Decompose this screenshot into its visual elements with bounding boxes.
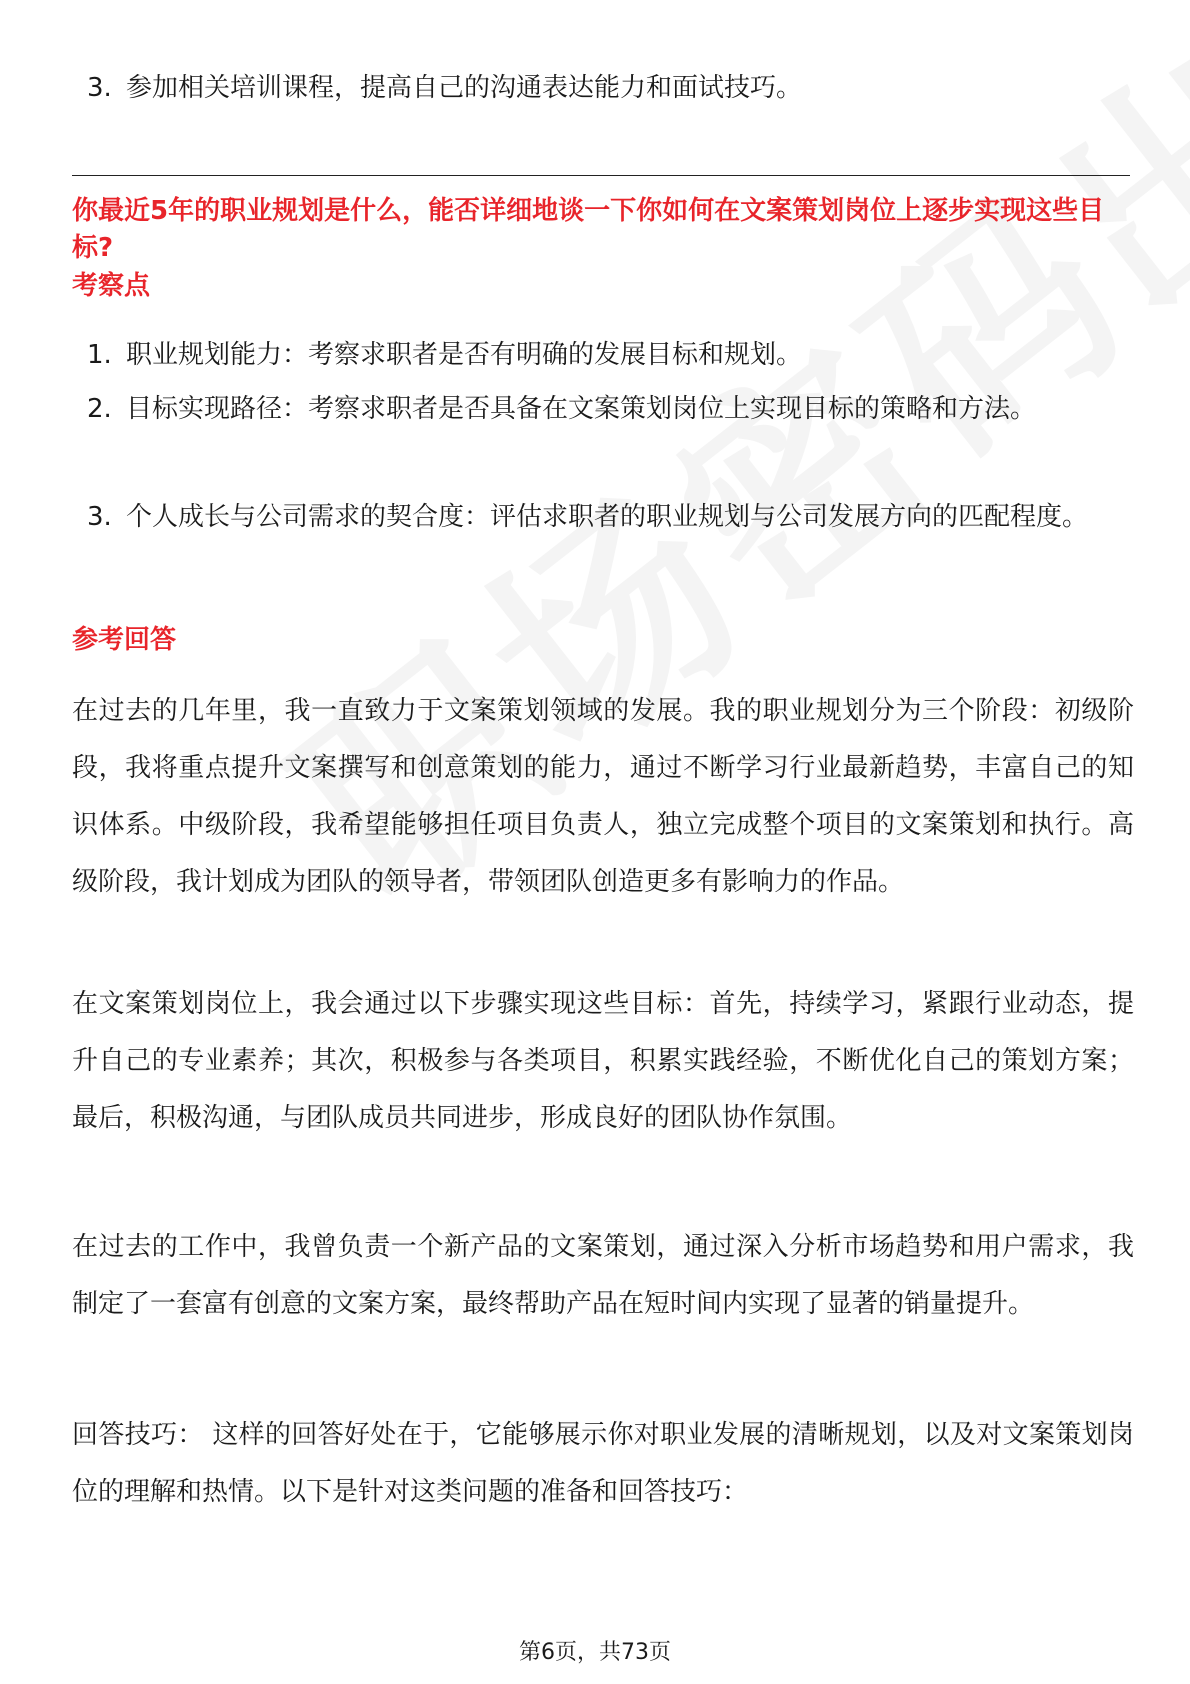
answer-paragraph: 在过去的工作中，我曾负责一个新产品的文案策划，通过深入分析市场趋势和用户需求，我制定了一套富有创意的文案方案，最终帮助产品在短时间内实现了显著的销量提升。 <box>72 1232 1134 1319</box>
list-item <box>72 327 1132 384</box>
list-text: 职业规划能力：考察求职者是否有明确的发展目标和规划。 <box>126 340 803 370</box>
list-item <box>72 381 1132 438</box>
list-text: 个人成长与公司需求的契合度：评估求职者的职业规划与公司发展方向的匹配程度。 <box>126 502 1089 532</box>
answer-tips-paragraph: 回答技巧： 这样的回答好处在于，它能够展示你对职业发展的清晰规划，以及对文案策划岗位的理解和热情。以下是针对这类问题的准备和回答技巧： <box>72 1420 1134 1507</box>
list-number: 1. <box>87 340 112 370</box>
page-number: 第6页，共73页 <box>519 1640 671 1665</box>
list-number: 2. <box>87 394 112 424</box>
section-divider <box>72 175 1130 176</box>
list-item <box>72 60 1132 117</box>
list-text: 目标实现路径：考察求职者是否具备在文案策划岗位上实现目标的策略和方法。 <box>126 394 1037 424</box>
question-heading: 你最近5年的职业规划是什么，能否详细地谈一下你如何在文案策划岗位上逐步实现这些目标? <box>72 196 1105 263</box>
list-item <box>72 489 1132 546</box>
list-number: 3. <box>87 73 112 103</box>
answer-paragraph: 在文案策划岗位上，我会通过以下步骤实现这些目标：首先，持续学习，紧跟行业动态，提升自己的专业素养；其次，积极参与各类项目，积累实践经验，不断优化自己的策划方案；最后，积极沟通，与团队成员共同进步，形成良好的团队协作氛围。 <box>72 989 1134 1133</box>
answer-heading: 参考回答 <box>72 625 177 655</box>
list-number: 3. <box>87 502 112 532</box>
kaochadian-heading: 考察点 <box>72 271 151 301</box>
list-text: 参加相关培训课程，提高自己的沟通表达能力和面试技巧。 <box>126 73 803 103</box>
answer-paragraph: 在过去的几年里，我一直致力于文案策划领域的发展。我的职业规划分为三个阶段：初级阶段，我将重点提升文案撰写和创意策划的能力，通过不断学习行业最新趋势，丰富自己的知识体系。中级阶段，我希望能够担任项目负责人，独立完成整个项目的文案策划和执行。高级阶段，我计划成为团队的领导者，带领团队创造更多有影响力的作品。 <box>72 696 1134 897</box>
